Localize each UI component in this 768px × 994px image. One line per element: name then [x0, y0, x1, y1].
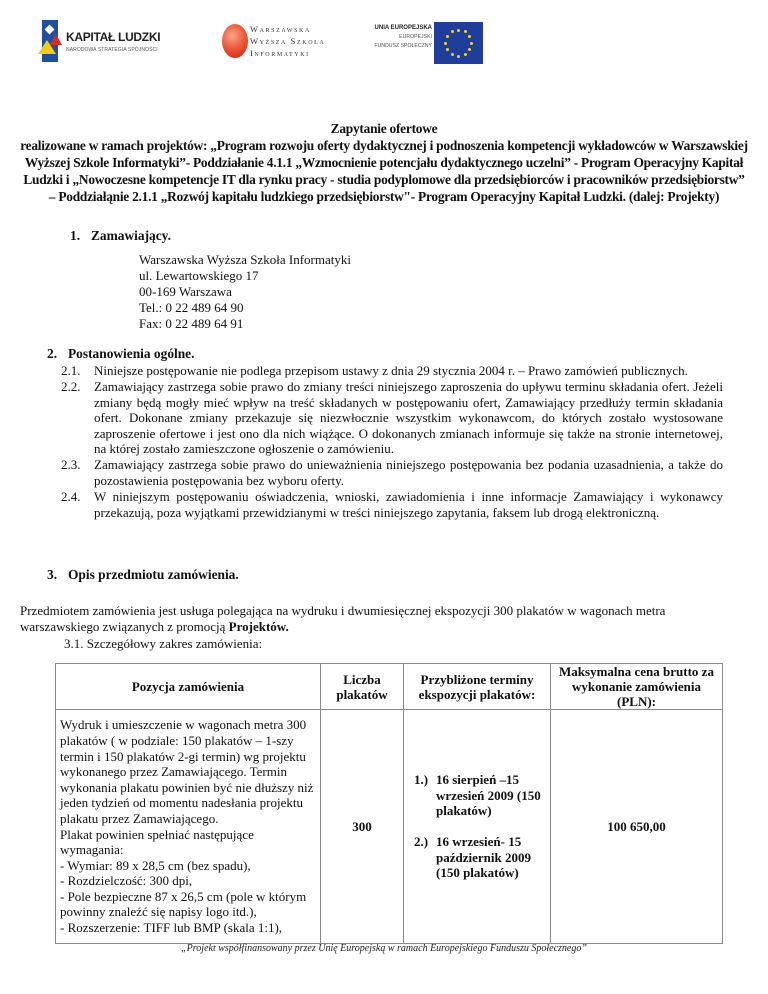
eu-line-1: UNIA EUROPEJSKA	[374, 25, 432, 31]
provision-item	[61, 457, 723, 488]
eu-text	[362, 24, 432, 51]
kapital-ludzki-title: KAPITAŁ LUDZKI	[66, 30, 161, 44]
title-body: realizowane w ramach projektów: „Program rozwoju oferty dydaktycznej i podnoszenia kompetencji wykładowców w Warszawskiej Wyższej Szkole Informatyki”- Poddziałanie 4.1.1 „Wzmocnienie potencjału dydaktycznego uczelni” - Program Operacyjny Kapitał Ludzki i „Nowoczesne kompetencje IT dla rynku pracy - studia podyplomowe dla przedsiębiorców i pracowników przedsiębiorstw” – Poddziałąnie 2.1.1 „Rozwój kapitału ludzkiego przedsiębiorstw"- Program Operacyjny Kapitał Ludzki. (dalej: Projekty)	[20, 138, 748, 204]
eu-star-icon	[464, 53, 467, 56]
wwsi-logo	[222, 18, 326, 68]
address-line: ul. Lewartowskiego 17	[139, 268, 259, 283]
section-1-heading	[70, 228, 171, 244]
description-text: Plakat powinien spełniać następujące wymagania:	[60, 826, 254, 858]
provision-text: Zamawiający zastrzega sobie prawo do unieważnienia niniejszego postępowania bez podania uzasadnienia, a także do pozostawienia postępowania bez wyboru oferty.	[94, 457, 723, 488]
order-table	[55, 663, 723, 944]
provision-number: 2.1.	[61, 363, 81, 378]
subsection-3-1: 3.1. Szczegółowy zakres zamówienia:	[64, 636, 263, 651]
address-line: Warszawska Wyższa Szkoła Informatyki	[139, 252, 351, 267]
term-number: 1.)	[414, 772, 429, 788]
provision-item	[61, 379, 723, 456]
eu-star-icon	[451, 53, 454, 56]
eu-line-2: EUROPEJSKI	[399, 34, 432, 40]
eu-star-icon	[464, 30, 467, 33]
cell-price: 100 650,00	[551, 710, 723, 944]
wwsi-sphere-icon	[222, 24, 248, 58]
eu-star-icon	[457, 29, 460, 32]
eu-star-icon	[446, 35, 449, 38]
section-2-title: Postanowienia ogólne.	[68, 346, 195, 361]
page-footer: „Projekt współfinansowany przez Unię Europejską w ramach Europejskiego Funduszu Społecznego”	[181, 943, 587, 954]
eu-star-icon	[468, 48, 471, 51]
term-text: 16 wrzesień- 15 październik 2009 (150 plakatów)	[436, 834, 531, 881]
kapital-ludzki-logo	[38, 20, 198, 64]
description-text: - Pole bezpieczne 87 x 26,5 cm (pole w którym powinny znaleźć się napisy logo itd.),	[60, 888, 307, 920]
eu-star-icon	[470, 42, 473, 45]
eu-star-icon	[444, 42, 447, 45]
description-text: Wydruk i umieszczenie w wagonach metra 300 plakatów ( w podziale: 150 plakatów – 1-szy termin i 150 plakatów 2-gi termin) wg projektu wykonanego przez Zamawiającego. Termin wykonania plakatu powinien być nie dłuższy niż jeden tydzień od momentu nadesłania projektu plakatu przez Zamawiającego.	[60, 717, 314, 826]
description-text: - Wymiar: 89 x 28,5 cm (bez spadu),	[60, 857, 251, 873]
red-star-icon	[50, 34, 62, 45]
term-item	[414, 834, 550, 881]
wwsi-line-1: Warszawska	[250, 24, 311, 34]
eu-star-icon	[457, 55, 460, 58]
title-heading: Zapytanie ofertowe	[330, 121, 438, 136]
description-text: - Rozdzielczość: 300 dpi,	[60, 873, 193, 889]
address-line: Tel.: 0 22 489 64 90	[139, 300, 244, 315]
term-text: 16 sierpień –15 wrzesień 2009 (150 plakatów)	[436, 772, 541, 819]
eu-line-3: FUNDUSZ SPOŁECZNY	[374, 43, 432, 49]
header-position: Pozycja zamówienia	[56, 664, 321, 710]
header-terms: Przybliżone terminy ekspozycji plakatów:	[404, 664, 551, 710]
section-1-number: 1.	[70, 228, 81, 243]
provision-item	[61, 363, 723, 378]
provision-number: 2.2.	[61, 379, 81, 395]
section-3-title: Opis przedmiotu zamówienia.	[68, 567, 239, 582]
document-title	[20, 120, 748, 205]
description-text: - Rozszerzenie: TIFF lub BMP (skala 1:1),	[60, 920, 283, 936]
header-max-price: Maksymalna cena brutto za wykonanie zamówienia (PLN):	[551, 664, 723, 710]
term-number: 2.)	[414, 834, 429, 849]
buyer-address	[139, 252, 351, 332]
table-row	[56, 710, 723, 944]
kapital-ludzki-subtitle: NARODOWA STRATEGIA SPÓJNOŚCI	[66, 47, 158, 53]
provision-number: 2.3.	[61, 457, 81, 473]
order-subject-paragraph	[20, 603, 740, 635]
eu-star-icon	[451, 30, 454, 33]
provision-text: W niniejszym postępowaniu oświadczenia, wnioski, zawiadomienia i inne informacje Zamawiający i wykonawcy przekazują, poza wyjątkami przewidzianymi w treści niniejszego zapytania, faksem lub drogą elektroniczną.	[94, 489, 723, 520]
provision-item	[61, 489, 723, 520]
order-subject-text: Przedmiotem zamówienia jest usługa polegająca na wydruku i dwumiesięcznej ekspozycji 300 plakatów w wagonach metra warszawskiego związanych z promocją	[20, 603, 666, 634]
wwsi-line-2: Wyższa Szkoła	[250, 36, 326, 46]
cell-terms	[404, 710, 551, 944]
wwsi-name	[250, 23, 325, 59]
table-header-row	[56, 664, 723, 710]
provision-text: Niniejsze postępowanie nie podlega przepisom ustawy z dnia 29 stycznia 2004 r. – Prawo zamówień publicznych.	[94, 363, 688, 378]
address-line: 00-169 Warszawa	[139, 284, 232, 299]
wwsi-line-3: Informatyki	[250, 48, 310, 58]
eu-star-icon	[468, 35, 471, 38]
cell-quantity: 300	[321, 710, 404, 944]
provision-number: 2.4.	[61, 489, 81, 505]
term-item	[414, 772, 550, 819]
cell-description	[56, 710, 321, 944]
header-logos	[0, 0, 768, 100]
section-2-number: 2.	[47, 346, 58, 361]
order-subject-bold: Projektów.	[228, 619, 289, 634]
eu-flag-icon	[434, 22, 483, 64]
header-quantity: Liczba plakatów	[321, 664, 404, 710]
eu-star-icon	[446, 48, 449, 51]
provision-text: Zamawiający zastrzega sobie prawo do zmiany treści niniejszego zaproszenia do upływu terminu składania ofert. Jeżeli zmiany będą mogły mieć wpływ na treść składanych w postępowaniu ofert, Zamawiający przedłuży termin składania ofert. Dokonane zmiany przekazuje się niezwłocznie wszystkim wykonawcom, do których zostało wystosowane zaproszenie ofertowe i jest ono dla nich wiążące. O dokonanych zmianach informuje się także na stronie internetowej, na której zostało zamieszczone ogłoszenie o zamówieniu.	[94, 379, 723, 457]
general-provisions-list	[61, 363, 723, 521]
eu-logo	[362, 22, 492, 66]
section-2-heading	[47, 346, 194, 362]
address-line: Fax: 0 22 489 64 91	[139, 316, 244, 331]
section-3-number: 3.	[47, 567, 58, 582]
section-3-heading	[47, 567, 239, 583]
section-1-title: Zamawiający.	[91, 228, 171, 243]
